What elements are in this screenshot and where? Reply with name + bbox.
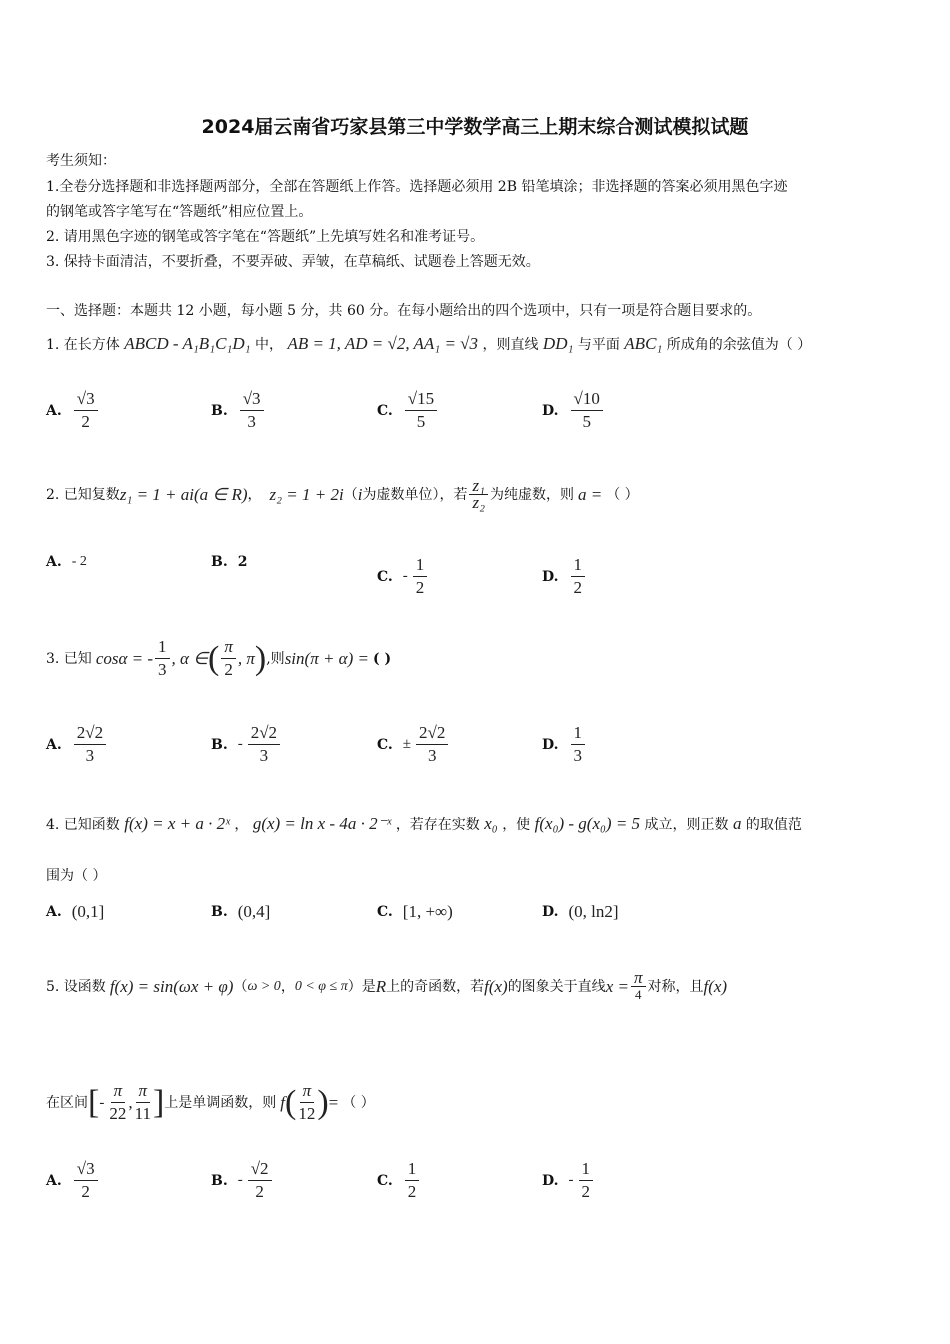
page-title: 2024届云南省巧家县第三中学数学高三上期末综合测试模拟试题 [201,116,749,138]
q3-option-b[interactable]: B. - $\frac{2√2}{3}$ [211,722,282,767]
q4-option-c[interactable]: C. [1, +∞) [377,902,453,921]
q4-option-d[interactable]: D. (0, ln2] [542,902,619,921]
q1-option-b[interactable]: B. $\frac{√3}{3}$ [211,388,266,433]
q2-option-a[interactable]: A. - 2 [46,554,87,570]
q1-option-c[interactable]: C. $\frac{√15}{5}$ [377,388,439,433]
q1-option-a[interactable]: A. $\frac{√3}{2}$ [46,388,100,433]
section-heading: 一、选择题：本题共 12 小题，每小题 5 分，共 60 分。在每小题给出的四个选项中，只有一项是符合题目要求的。 [46,303,762,319]
notice-item-1a: 1.全卷分选择题和非选择题两部分，全部在答题纸上作答。选择题必须用 2B 铅笔填涂；非选择题的答案必须用黑色字迹 [46,179,788,195]
notice-item-2: 2. 请用黑色字迹的钢笔或答字笔在“答题纸”上先填写姓名和准考证号。 [46,229,485,245]
q2-option-c[interactable]: C. - $\frac{1}{2}$ [377,554,429,599]
q4-option-b[interactable]: B. (0,4] [211,902,271,921]
q2-option-b[interactable]: B. 2 [211,554,248,570]
question-1: 1. 在长方体 ABCD - A₁B₁C₁D₁ 中， AB = 1, AD = √2, AA₁ = √3 ，则直线 DD₁ 与平面 ABC₁ 所成角的余弦值为（ ） [46,334,812,353]
q4-option-a[interactable]: A. (0,1] [46,902,105,921]
question-2: 2. 已知复数 z₁ = 1 + ai(a ∈ R) ， z₂ = 1 + 2i （ i 为虚数单位），若 $\frac{\text{z₁}}{\text{z₂}}$ 为纯虚数，则 a = （ ） [46,476,639,512]
q5-option-d[interactable]: D. - $\frac{1}{2}$ [542,1158,595,1203]
q5-option-a[interactable]: A. $\frac{√3}{2}$ [46,1158,100,1203]
notice-item-1b: 的钢笔或答字笔写在“答题纸”相应位置上。 [46,204,313,220]
question-4-cont: 围为（ ） [46,868,107,884]
notice-item-3: 3. 保持卡面清洁，不要折叠，不要弄破、弄皱，在草稿纸、试题卷上答题无效。 [46,254,540,270]
notice-heading: 考生须知： [46,153,116,169]
q5-option-c[interactable]: C. $\frac{1}{2}$ [377,1158,421,1203]
question-4: 4. 已知函数 f(x) = x + a · 2ˣ ， g(x) = ln x - 4a · 2⁻ˣ ，若存在实数 x₀ ，使 f(x₀) - g(x₀) = 5 成立，则正数 a 的取值范 [46,814,802,833]
q3-option-d[interactable]: D. $\frac{1}{3}$ [542,722,587,767]
q3-option-c[interactable]: C. ± $\frac{2√2}{3}$ [377,722,450,767]
question-5: 5. 设函数 f(x) = sin(ωx + φ) （ ω > 0 ， 0 < φ ≤ π ）是 R 上的奇函数，若 f(x) 的图象关于直线 x = $\frac{\pi}{4}$ 对称，且 f(x) [46,968,728,1002]
question-5-cont: 在区间 [ - $\frac{\pi}{22}$ , $\frac{\pi}{11}$ ] 上是单调函数，则 f ( $\frac{\pi}{12}$ ) = （ ） [46,1081,375,1123]
q3-option-a[interactable]: A. $\frac{2√2}{3}$ [46,722,108,767]
q2-option-d[interactable]: D. $\frac{1}{2}$ [542,554,587,599]
question-3: 3. 已知 cosα = - $\frac{1}{3}$ , α ∈ ( $\frac{\pi}{2}$ , π ) ,则 sin(π + α) = ( ) [46,637,392,679]
q1-option-d[interactable]: D. $\frac{√10}{5}$ [542,388,605,433]
q5-option-b[interactable]: B. - $\frac{√2}{2}$ [211,1158,274,1203]
